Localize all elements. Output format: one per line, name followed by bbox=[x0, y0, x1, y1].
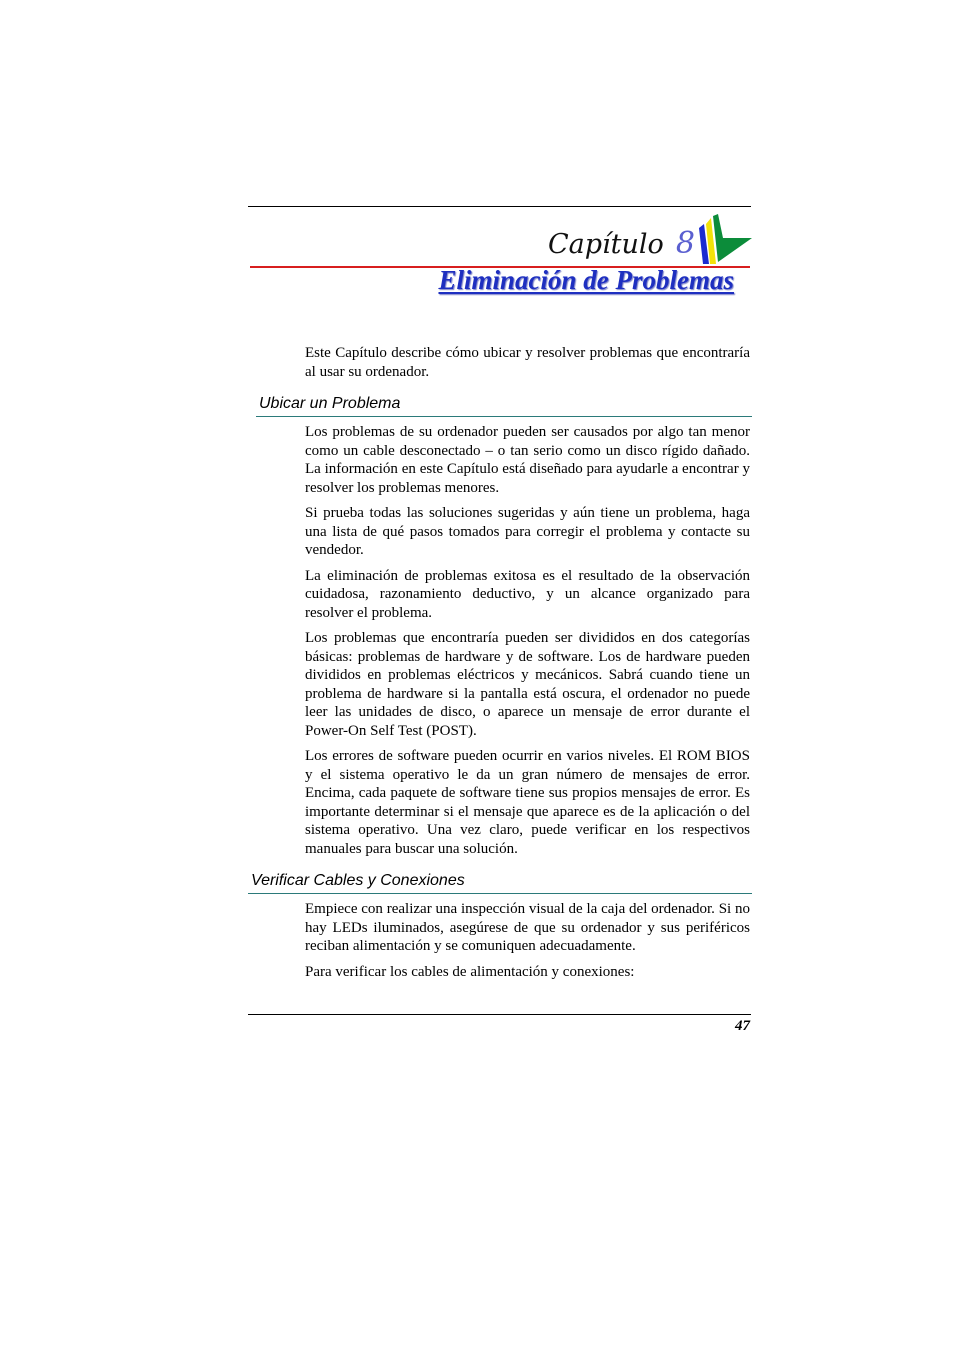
paragraph: Los problemas que encontraría pueden ser divididos en dos categorías básicas: problemas de hardware y de software. Los de hardware pueden divididos en problemas eléctricos y mecánicos. Sabrá cuando tiene un problema de hardware si la pantalla está oscura, el ordenador no puede leer las unidades de disco, o aparece un mensaje de error durante el Power-On Self Test (POST). bbox=[305, 630, 750, 739]
chapter-label bbox=[548, 226, 695, 266]
paragraph: Para verificar los cables de alimentación y conexiones: bbox=[305, 963, 635, 980]
section-body-ubicar bbox=[305, 423, 750, 865]
section-heading-verificar: Verificar Cables y Conexiones bbox=[251, 872, 465, 889]
paragraph: La eliminación de problemas exitosa es el resultado de la observación cuidadosa, razonamiento deductivo, y un alcance organizado para resolver el problema. bbox=[305, 567, 750, 621]
section-heading-ubicar: Ubicar un Problema bbox=[259, 395, 401, 412]
section-body-verificar bbox=[305, 900, 750, 988]
chapter-logo-icon bbox=[696, 214, 752, 266]
footer-rule bbox=[248, 1014, 751, 1015]
paragraph: Los errores de software pueden ocurrir en varios niveles. El ROM BIOS y el sistema operativo le da un gran número de mensajes de error. Encima, cada paquete de software tiene sus propios mensajes de error. Es importante determinar si el mensaje que aparece es de la aplicación o del sistema operativo. Una vez claro, puede verificar en los respectivos manuales para buscar una solución. bbox=[305, 748, 750, 857]
section-rule-verificar bbox=[248, 893, 752, 894]
top-rule bbox=[248, 206, 751, 207]
paragraph: Los problemas de su ordenador pueden ser causados por algo tan menor como un cable desconectado – o tan serio como un disco rígido dañado. La información en este Capítulo está diseñado para ayudarle a encontrar y resolver los problemas menores. bbox=[305, 424, 750, 496]
section-rule-ubicar bbox=[256, 416, 752, 417]
intro-paragraph: Este Capítulo describe cómo ubicar y resolver problemas que encontraría al usar su ordenador. bbox=[305, 345, 750, 380]
chapter-title: Eliminación de Problemas bbox=[438, 265, 734, 295]
paragraph: Empiece con realizar una inspección visual de la caja del ordenador. Si no hay LEDs iluminados, asegúrese de que su ordenador y sus periféricos reciban alimentación y se comuniquen adecuadamente. bbox=[305, 901, 750, 954]
page-number: 47 bbox=[735, 1018, 750, 1034]
chapter-number: 8 bbox=[675, 226, 695, 261]
intro-text bbox=[305, 344, 750, 388]
chapter-label-text: Capítulo bbox=[548, 229, 664, 260]
paragraph: Si prueba todas las soluciones sugeridas y aún tiene un problema, haga una lista de qué pasos tomados para corregir el problema y contacte su vendedor. bbox=[305, 505, 750, 558]
